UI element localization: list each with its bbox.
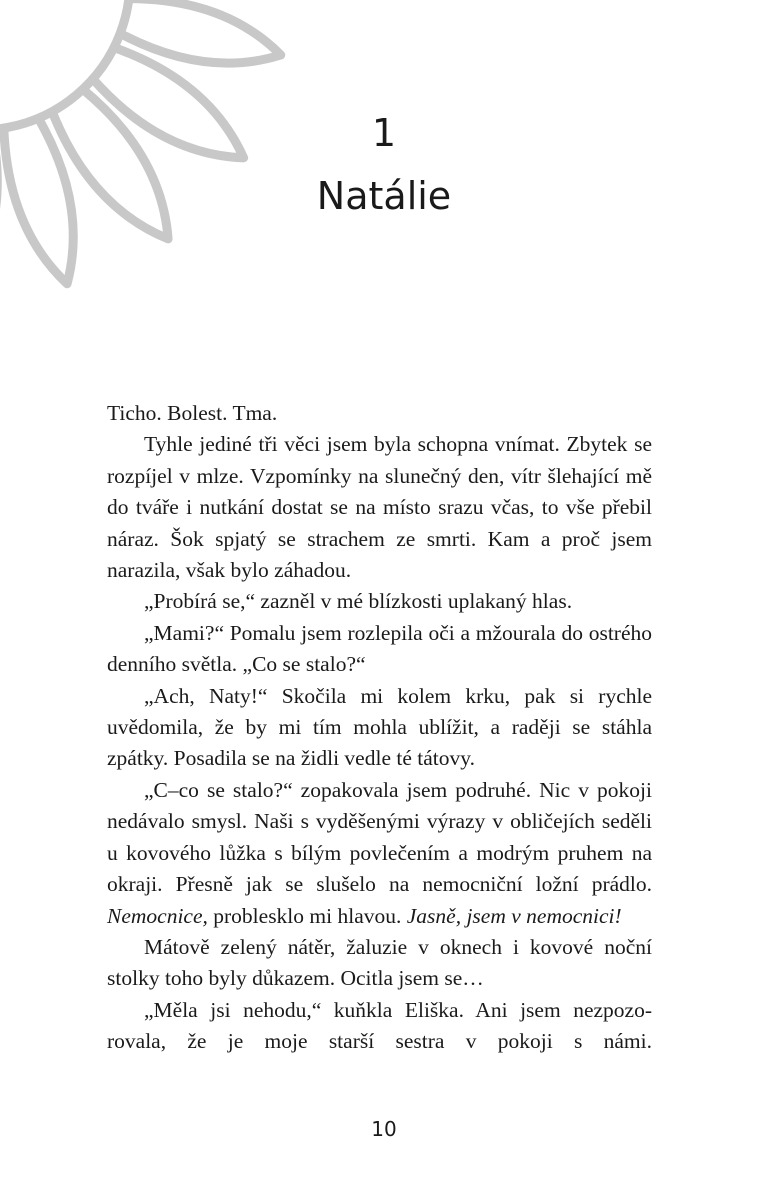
text-run: Ticho. Bolest. Tma. xyxy=(107,401,278,425)
text-run: Mátově zelený nátěr, žaluzie v oknech i kovové noční stolky toho byly důkazem. Ocitla jsem se… xyxy=(107,934,652,991)
paragraph xyxy=(107,995,652,1058)
page-number: 10 xyxy=(371,1117,397,1141)
paragraph xyxy=(107,586,652,617)
paragraph xyxy=(107,429,652,586)
paragraph xyxy=(107,932,652,995)
flower-petal xyxy=(120,0,281,63)
text-run: „C–co se stalo?“ zopakovala jsem podruhé. Nic v pokoji nedávalo smysl. Naši s vyděšenými výrazy v obličejích seděli u kovového lůžka s bílým povlečením a modrým pruhem na okraji. Přesně jak se slušelo na nemocniční ložní prádlo. xyxy=(107,777,652,897)
text-run: „Probírá se,“ zazněl v mé blízkosti uplakaný hlas. xyxy=(144,589,573,614)
text-run: „Mami?“ Pomalu jsem rozlepila oči a mžourala do ostrého denního světla. „Co se stalo?“ xyxy=(107,620,652,677)
chapter-text xyxy=(107,398,652,1058)
chapter-title: Natálie xyxy=(316,174,452,218)
paragraph xyxy=(107,398,652,429)
text-run: Tyhle jediné tři věci jsem byla schopna vnímat. Zbytek se rozpíjel v mlze. Vzpomínky na slunečný den, vítr šlehající mě do tváře i nutkání dostat se na místo srazu včas, to vše přebil náraz. Šok spjatý se strachem ze smrti. Kam a proč jsem narazila, však bylo záhadou. xyxy=(107,432,652,583)
flower-ornament-icon xyxy=(0,0,330,330)
italic-text: Jasně, jsem v nemocnici! xyxy=(406,903,622,928)
paragraph xyxy=(107,775,652,932)
italic-text: Nemocnice, xyxy=(107,903,208,928)
paragraph xyxy=(107,681,652,775)
paragraph xyxy=(107,618,652,681)
chapter-number: 1 xyxy=(371,111,397,155)
text-run: „Ach, Naty!“ Skočila mi kolem krku, pak si rychle uvědomila, že by mi tím mohla ublížit, a raději se stáhla zpátky. Posadila se na židli vedle té tátovy. xyxy=(107,683,652,771)
text-run: problesklo mi hlavou. xyxy=(207,903,407,928)
text-run: „Měla jsi nehodu,“ kuňkla Eliška. Ani jsem nezpozorovala, že je moje starší sestra v pokoji s námi. xyxy=(107,997,652,1054)
